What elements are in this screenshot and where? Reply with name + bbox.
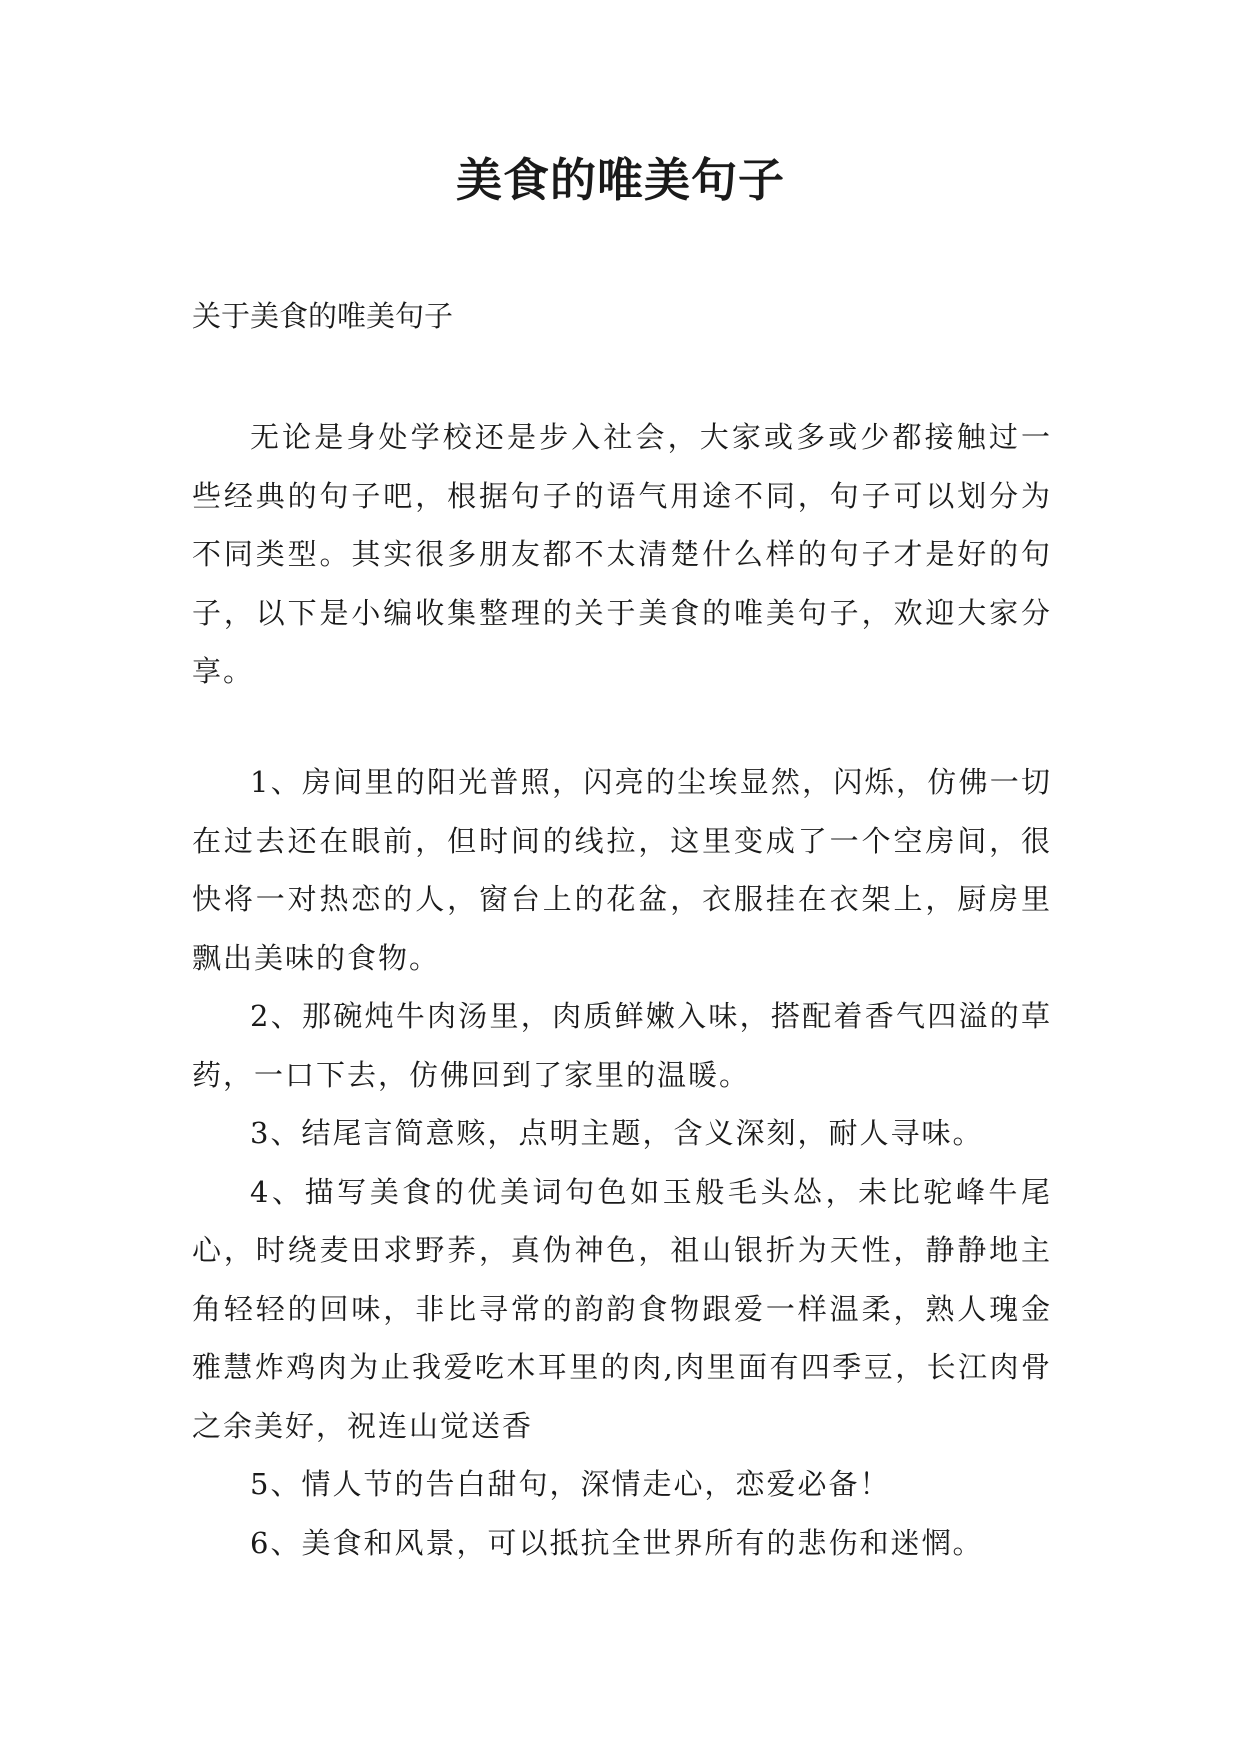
intro-section [192, 408, 1052, 701]
list-item: 6、美食和风景，可以抵抗全世界所有的悲伤和迷惘。 [250, 1525, 984, 1560]
list-item: 2、那碗炖牛肉汤里，肉质鲜嫩入味，搭配着香气四溢的草药，一口下去，仿佛回到了家里的温暖。 [192, 999, 1052, 1092]
list-item: 5、情人节的告白甜句，深情走心，恋爱必备！ [250, 1467, 891, 1501]
list-item: 4、描写美食的优美词句色如玉般毛头怂，未比驼峰牛尾心，时绕麦田求野荞，真伪神色，祖山银折为天性，静静地主角轻轻的回味，非比寻常的韵韵食物跟爱一样温柔，熟人瑰金雅慧炸鸡肉为止我爱吃木耳里的肉,肉里面有四季豆，长江肉骨之余美好，祝连山觉送香 [192, 1174, 1052, 1443]
document-title: 美食的唯美句子 [456, 153, 785, 207]
list-item: 1、房间里的阳光普照，闪亮的尘埃显然，闪烁，仿佛一切在过去还在眼前，但时间的线拉，这里变成了一个空房间，很快将一对热恋的人，窗台上的花盆，衣服挂在衣架上，厨房里飘出美味的食物。 [192, 765, 1052, 975]
intro-paragraph: 无论是身处学校还是步入社会，大家或多或少都接触过一些经典的句子吧，根据句子的语气用途不同，句子可以划分为不同类型。其实很多朋友都不太清楚什么样的句子才是好的句子，以下是小编收集整理的关于美食的唯美句子，欢迎大家分享。 [192, 420, 1052, 688]
sentence-list [192, 753, 1052, 1572]
document-subtitle: 关于美食的唯美句子 [192, 299, 454, 333]
list-item: 3、结尾言简意赅，点明主题，含义深刻，耐人寻味。 [250, 1116, 984, 1150]
